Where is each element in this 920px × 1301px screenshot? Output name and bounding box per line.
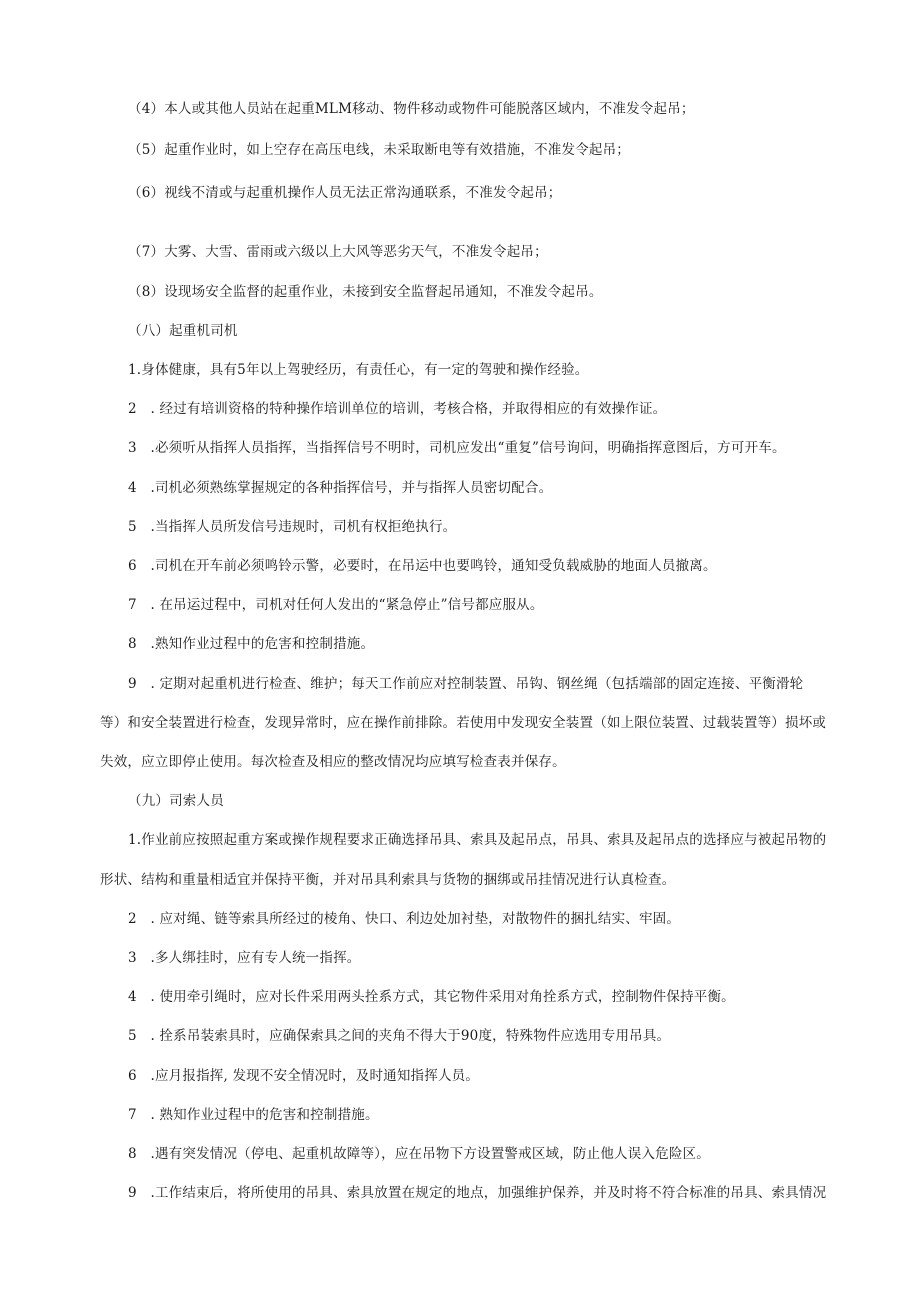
rigger-item-7: 7 . 熟知作业过程中的危害和控制措施。 xyxy=(128,1107,379,1123)
rigger-item-2: 2 . 应对绳、链等索具所经过的棱角、快口、利边处加衬垫，对散物件的捆扎结实、牢固。 xyxy=(128,911,681,927)
driver-item-9-line-3: 失效，应立即停止使用。每次检查及相应的整改情况均应填写检查表并保存。 xyxy=(100,754,566,770)
rigger-item-6: 6 .应月报指挥, 发现不安全情况时，及时通知指挥人员。 xyxy=(128,1068,480,1084)
rigger-item-1-line-1: 1.作业前应按照起重方案或操作规程要求正确选择吊具、索具及起吊点，吊具、索具及起吊点的选择应与被起吊物的 xyxy=(128,832,827,848)
rigger-item-3: 3 .多人绑挂时，应有专人统一指挥。 xyxy=(128,950,361,966)
driver-item-9-line-1: 9 . 定期对起重机进行检查、维护；每天工作前应对控制装置、吊钩、钢丝绳（包括端部的固定连接、平衡滑轮 xyxy=(128,676,804,692)
driver-item-3: 3 .必须听从指挥人员指挥，当指挥信号不明时，司机应发出“重复”信号询问，明确指挥意图后，方可开车。 xyxy=(128,440,786,456)
rigger-item-8: 8 .遇有突发情况（停电、起重机故障等），应在吊物下方设置警戒区域，防止他人误入危险区。 xyxy=(128,1146,710,1162)
driver-item-8: 8 .熟知作业过程中的危害和控制措施。 xyxy=(128,636,375,652)
rule-item-4: （4）本人或其他人员站在起重MLM移动、物件移动或物件可能脱落区域内，不准发令起吊； xyxy=(128,101,695,117)
rule-item-7: （7）大雾、大雪、雷雨或六级以上大风等恶劣天气，不准发令起吊； xyxy=(128,244,548,260)
driver-item-9-line-2: 等）和安全装置进行检查，发现异常时，应在操作前排除。若使用中发现安全装置（如上限位装置、过载装置等）损坏或 xyxy=(100,715,827,731)
section-8-heading: （八）起重机司机 xyxy=(128,323,238,339)
driver-item-5: 5 .当指挥人员所发信号违规时，司机有权拒绝执行。 xyxy=(128,519,457,535)
driver-item-2: 2 . 经过有培训资格的特种操作培训单位的培训，考核合格，并取得相应的有效操作证。 xyxy=(128,401,667,417)
driver-item-6: 6 .司机在开车前必须鸣铃示警，必要时，在吊运中也要鸣铃，通知受负载威胁的地面人员撤离。 xyxy=(128,558,717,574)
driver-item-7: 7 . 在吊运过程中，司机对任何人发出的“紧急停止”信号都应服从。 xyxy=(128,597,544,613)
driver-item-1: 1.身体健康，具有5年以上驾驶经历，有责任心，有一定的驾驶和操作经验。 xyxy=(128,362,589,378)
driver-item-4: 4 .司机必须熟练掌握规定的各种指挥信号，并与指挥人员密切配合。 xyxy=(128,480,553,496)
rule-item-5: （5）起重作业时，如上空存在高压电线，未采取断电等有效措施，不准发令起吊； xyxy=(128,142,630,158)
rigger-item-1-line-2: 形状、结构和重量相适宜并保持平衡，并对吊具利索具与货物的捆绑或吊挂情况进行认真检查。 xyxy=(100,872,676,888)
rigger-item-5: 5 . 拴系吊装索具时，应确保索具之间的夹角不得大于90度，特殊物件应选用专用吊具。 xyxy=(128,1028,671,1044)
rigger-item-9: 9 .工作结束后，将所使用的吊具、索具放置在规定的地点，加强维护保养，并及时将不符合标准的吊具、索具情况 xyxy=(128,1185,827,1201)
rule-item-6: （6）视线不清或与起重机操作人员无法正常沟通联系，不准发令起吊； xyxy=(128,185,562,201)
rigger-item-4: 4 . 使用牵引绳时，应对长件采用两头拴系方式，其它物件采用对角拴系方式，控制物件保持平衡。 xyxy=(128,989,735,1005)
section-9-heading: （九）司索人员 xyxy=(128,793,224,809)
rule-item-8: （8）设现场安全监督的起重作业，未接到安全监督起吊通知，不准发令起吊。 xyxy=(128,284,603,300)
